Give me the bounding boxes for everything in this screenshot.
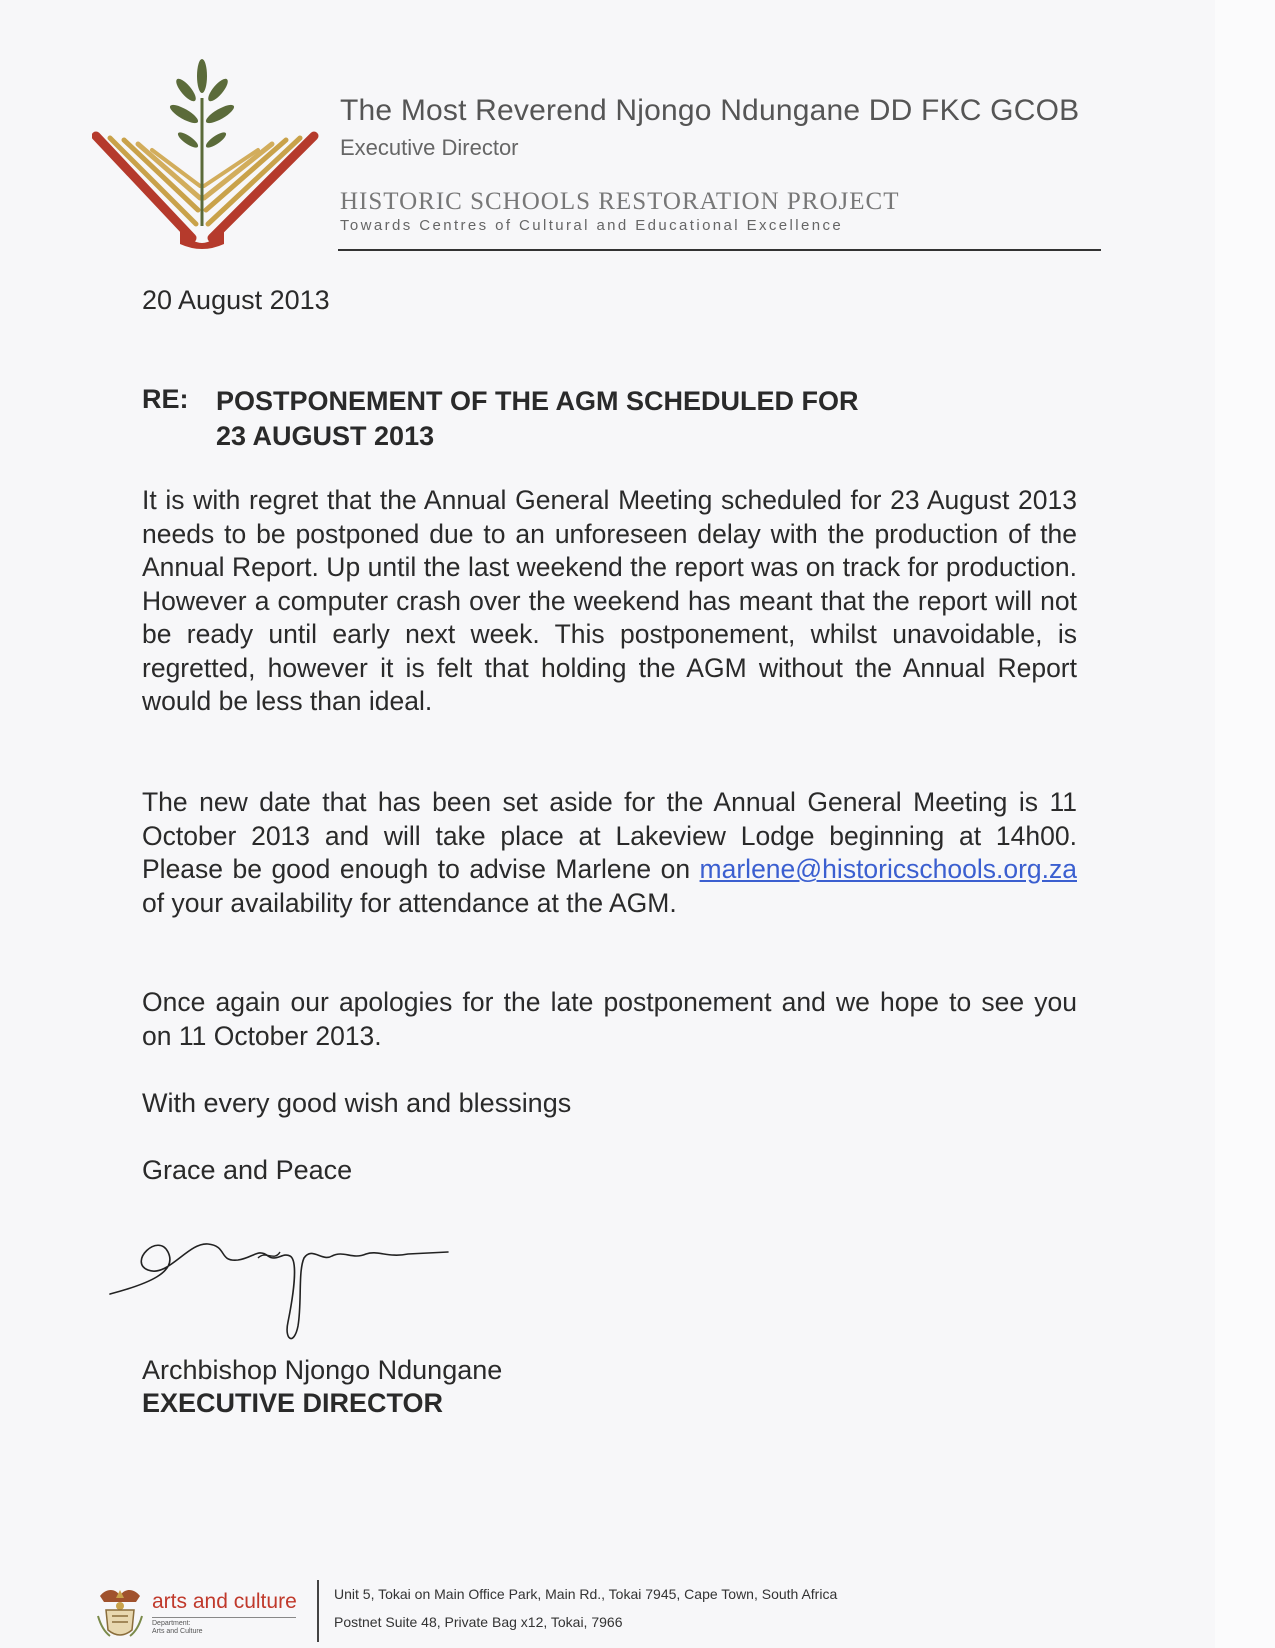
page-edge — [1215, 0, 1275, 1648]
signatory-name: Archbishop Njongo Ndungane — [142, 1355, 503, 1385]
handwritten-signature — [108, 1222, 458, 1347]
footer-divider — [317, 1580, 319, 1642]
subject-line-2: 23 AUGUST 2013 — [216, 421, 435, 451]
coat-of-arms-icon — [96, 1586, 144, 1642]
subject-line-1: POSTPONEMENT OF THE AGM SCHEDULED FOR — [216, 386, 859, 416]
subject-line — [216, 384, 976, 454]
email-link[interactable]: marlene@historicschools.org.za — [699, 854, 1077, 884]
paragraph-1: It is with regret that the Annual General Meeting scheduled for 23 August 2013 needs to be postponed due to an unforeseen delay with the production of the Annual Report. Up until the last weekend the report was on track for production. However a computer crash over the weekend has meant that the report will not be ready until early next week. This postponement, whilst unavoidable, is regretted, however it is felt that holding the AGM without the Annual Report would be less than ideal. — [142, 485, 1077, 716]
project-logo-icon — [92, 58, 322, 258]
closing-salutation: Grace and Peace — [142, 1155, 353, 1185]
department-subtitle-2: Arts and Culture — [152, 1628, 203, 1635]
header-title: Executive Director — [340, 135, 519, 160]
footer-address-1: Unit 5, Tokai on Main Office Park, Main Rd., Tokai 7945, Cape Town, South Africa — [334, 1586, 838, 1602]
paragraph-3: Once again our apologies for the late postponement and we hope to see you on 11 October 2013. — [142, 987, 1077, 1051]
header-name: The Most Reverend Njongo Ndungane DD FKC GCOB — [340, 94, 1080, 127]
subject-label: RE: — [142, 384, 189, 414]
paragraph-2-text-after: of your availability for attendance at the AGM. — [142, 887, 677, 918]
header-project: HISTORIC SCHOOLS RESTORATION PROJECT — [340, 188, 900, 215]
footer-address-2: Postnet Suite 48, Private Bag x12, Tokai, 7966 — [334, 1614, 623, 1630]
department-subtitle — [152, 1620, 203, 1636]
letter-date: 20 August 2013 — [142, 285, 330, 315]
header-divider — [338, 249, 1101, 251]
header-tagline: Towards Centres of Cultural and Educational Excellence — [340, 217, 844, 234]
paragraph-2-text-before: The new date that has been set aside for the Annual General Meeting is 11 October 2013 and will take place at Lakeview Lodge beginning at 14h00. Please be good enough to advise Marlene on — [142, 787, 1077, 884]
department-name: arts and culture — [152, 1590, 297, 1613]
department-divider — [152, 1617, 296, 1618]
closing-wish: With every good wish and blessings — [142, 1088, 572, 1118]
paragraph-2 — [142, 786, 1077, 920]
department-subtitle-1: Department: — [152, 1620, 191, 1627]
signatory-title: EXECUTIVE DIRECTOR — [142, 1388, 444, 1418]
